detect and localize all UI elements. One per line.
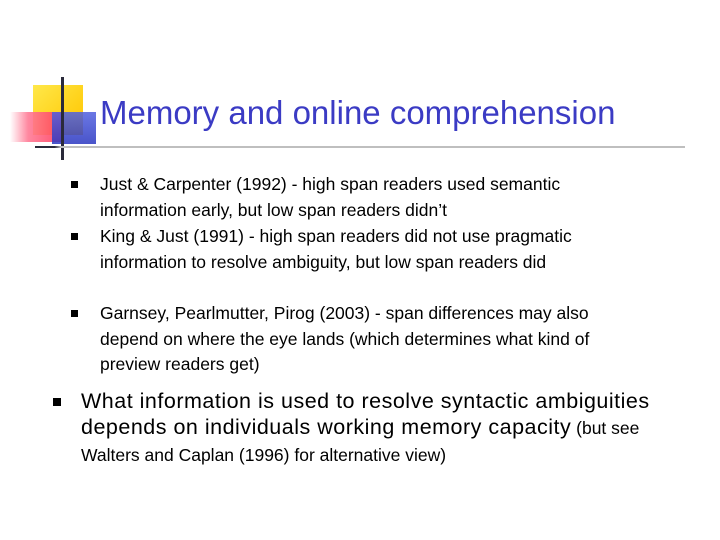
- bullet-icon: [53, 398, 61, 406]
- title-underline: [35, 146, 685, 148]
- sub-bullet-2: King & Just (1991) - high span readers did not use pragmatic information to resolve ambiguity, but low span readers did: [100, 226, 572, 272]
- slide-title: Memory and online comprehension: [100, 94, 616, 131]
- main-bullet-text: What information is used to resolve syntactic ambiguities depends on individuals working memory capacity: [81, 389, 650, 439]
- main-bullet: [81, 388, 656, 468]
- main-bullet-parenthetical: (but see Walters and Caplan (1996) for alternative view): [81, 418, 640, 465]
- logo-blue-square: [52, 112, 96, 144]
- bullet-icon: [71, 181, 78, 188]
- bullet-icon: [71, 310, 78, 317]
- sub-bullet-3: Garnsey, Pearlmutter, Pirog (2003) - span differences may also depend on where the eye lands (which determines what kind of preview readers get): [100, 303, 590, 374]
- bullet-icon: [71, 233, 78, 240]
- sub-bullet-1: Just & Carpenter (1992) - high span readers used semantic information early, but low span readers didn’t: [100, 174, 561, 220]
